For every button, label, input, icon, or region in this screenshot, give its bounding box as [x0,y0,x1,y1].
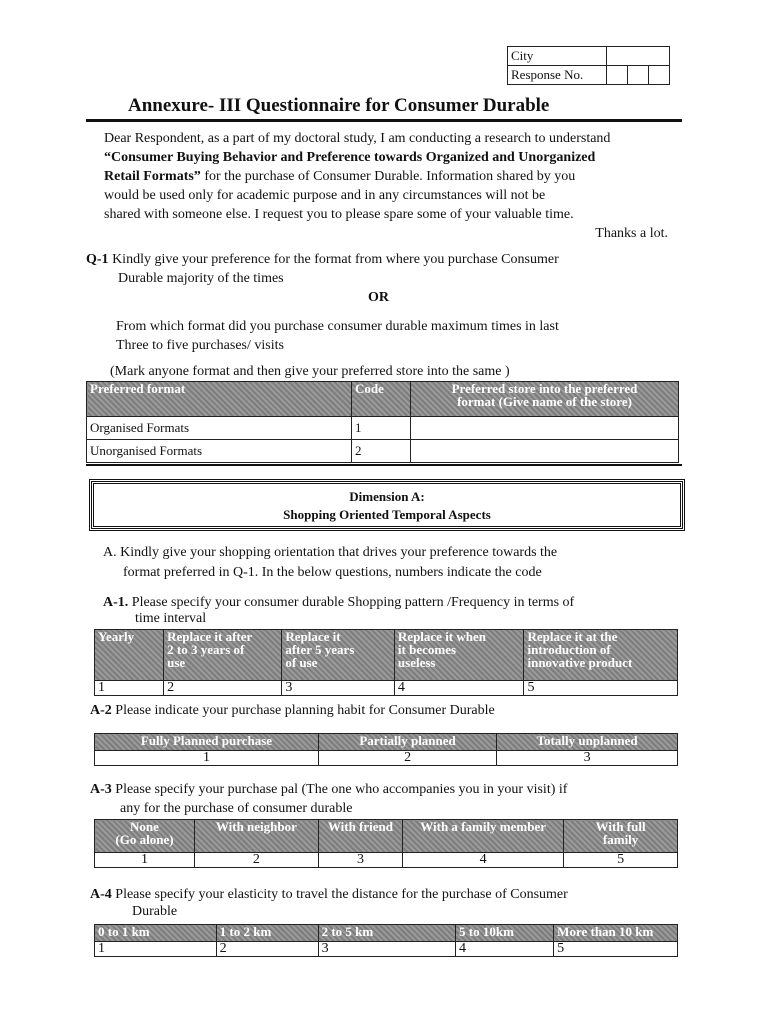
a1-header-line: Replace it [285,629,341,644]
response-label: Response No. [508,66,607,85]
q1-table [86,381,679,463]
a3-header-line: (Go alone) [115,832,174,847]
a2-header-line: Totally unplanned [536,733,638,748]
q1-header-line: Preferred store into the preferred [451,381,638,396]
intro-line: would be used only for academic purpose and in any circumstances will not be [104,188,546,203]
a3-line [90,780,680,799]
q1-line [86,250,686,269]
q1-header-line: format (Give name of the store) [457,394,632,409]
a1-header-line: introduction of [527,642,611,657]
table-row [95,853,678,868]
code-cell: 2 [352,440,411,463]
a-text: . Kindly give your shopping orientation that drives your preference towards the [113,545,558,560]
a3-code-cell[interactable]: 2 [194,853,318,868]
a3-header-line: With friend [327,819,393,834]
a1-line: time interval [135,611,207,626]
q1-header: Code [352,382,411,417]
a1-block [103,595,683,627]
a1-label: A-1. [103,595,129,610]
q1-header: Preferred format [87,382,352,417]
a3-header-line: With neighbor [215,819,297,834]
q1-block [86,250,686,381]
a4-header-cell [456,925,554,942]
a1-code-cell[interactable]: 3 [282,681,395,696]
q1-label: Q-1 [86,252,109,267]
a1-header-line: Replace it at the [527,629,618,644]
a-line: format preferred in Q-1. In the below questions, numbers indicate the code [123,565,542,580]
a1-header-line: after 5 years [285,642,355,657]
store-cell[interactable] [411,440,679,463]
q1-line: (Mark anyone format and then give your preferred store into the same ) [110,364,510,379]
a1-header-cell [164,630,282,681]
city-response-box [507,46,670,85]
a2-header-cell [318,734,496,751]
a4-header-cell [318,925,455,942]
table-row [87,440,679,463]
a4-code-cell[interactable]: 2 [216,942,318,957]
a4-header-cell [95,925,217,942]
a2-label: A-2 [90,703,112,718]
a1-header-line: 2 to 3 years of [167,642,245,657]
a-block [103,543,683,583]
table-row [95,681,678,696]
a2-line [90,701,495,720]
thanks-line: Thanks a lot. [595,226,668,241]
response-digit [628,66,649,85]
a4-header-line: 1 to 2 km [219,924,272,939]
dimension-subtitle: Shopping Oriented Temporal Aspects [283,507,491,522]
a-line [103,543,683,563]
table-row [87,417,679,440]
table-row [95,751,678,766]
a1-header-cell [282,630,395,681]
section-rule [86,464,682,466]
dimension-box [91,481,683,529]
a3-header-cell [564,820,678,853]
a1-header-line: Yearly [98,629,135,644]
a4-header-line: 5 to 10km [459,924,514,939]
q1-line: Three to five purchases/ visits [116,338,284,353]
a4-header-cell [216,925,318,942]
a4-label: A-4 [90,887,112,902]
page-title: Annexure- III Questionnaire for Consumer Durable [128,95,550,116]
a3-code-cell[interactable]: 5 [564,853,678,868]
a1-header-line: of use [285,655,318,670]
a2-header-line: Partially planned [359,733,456,748]
intro-line: shared with someone else. I request you to please spare some of your valuable time. [104,207,574,222]
q1-or: OR [368,290,389,305]
a1-header-cell [394,630,524,681]
intro-bold: Retail Formats” [104,169,201,184]
intro-line [104,167,672,186]
a3-header-cell [403,820,564,853]
a1-header-line: use [167,655,186,670]
store-cell[interactable] [411,417,679,440]
a3-header-line: None [130,819,159,834]
a1-header-cell [95,630,164,681]
q1-header [411,382,679,417]
a4-code-cell[interactable]: 5 [554,942,678,957]
a3-code-cell[interactable]: 3 [318,853,402,868]
dimension-title: Dimension A: [349,489,425,504]
a1-header-line: innovative product [527,655,633,670]
format-cell: Organised Formats [87,417,352,440]
q1-line: From which format did you purchase consumer durable maximum times in last [116,319,559,334]
a3-label: A-3 [90,782,112,797]
a1-header-line: it becomes [397,642,457,657]
intro-text: for the purchase of Consumer Durable. Information shared by you [200,169,576,184]
a1-line [103,595,683,611]
q1-line: Durable majority of the times [118,271,284,286]
a3-header-cell [194,820,318,853]
a3-table [94,819,678,868]
city-field [607,47,670,66]
a1-header-cell [524,630,678,681]
a3-header-line: With full [595,819,646,834]
format-cell: Unorganised Formats [87,440,352,463]
a4-code-cell[interactable]: 3 [318,942,455,957]
intro-line: Dear Respondent, as a part of my doctoral study, I am conducting a research to understand [104,131,611,146]
q1-text: Kindly give your preference for the format from where you purchase Consumer [108,252,559,267]
a1-header-line: useless [397,655,436,670]
a4-code-cell[interactable]: 1 [95,942,217,957]
a4-header-cell [554,925,678,942]
a3-header-cell [318,820,402,853]
a2-header-cell [497,734,678,751]
a1-code-cell[interactable]: 1 [95,681,164,696]
a4-header-line: 0 to 1 km [98,924,150,939]
a4-text: Please specify your elasticity to travel the distance for the purchase of Consumer [111,887,568,902]
a4-table [94,924,678,957]
a3-code-cell[interactable]: 4 [403,853,564,868]
a2-table [94,733,678,766]
a4-line: Durable [132,904,178,919]
a2-header-cell [95,734,319,751]
a3-header-cell [95,820,195,853]
a2-code-cell[interactable]: 3 [497,751,678,766]
a2-code-cell[interactable]: 2 [318,751,496,766]
a1-code-cell[interactable]: 2 [164,681,282,696]
a2-header-line: Fully Planned purchase [140,733,273,748]
a4-header-line: 2 to 5 km [321,924,374,939]
code-cell: 1 [352,417,411,440]
a1-code-cell[interactable]: 4 [394,681,524,696]
a1-header-line: Replace it after [167,629,253,644]
title-rule [86,119,682,122]
a1-table [94,629,678,696]
intro-paragraph [104,129,672,243]
a3-line: any for the purchase of consumer durable [120,801,353,816]
table-row [95,942,678,957]
response-digit [649,66,670,85]
intro-line: “Consumer Buying Behavior and Preference towards Organized and Unorganized [104,150,596,165]
response-digit [607,66,628,85]
a3-code-cell[interactable]: 1 [95,853,195,868]
a1-code-cell[interactable]: 5 [524,681,678,696]
a3-header-line: family [602,832,639,847]
city-label: City [508,47,607,66]
a4-block [90,886,680,920]
a-label: A [103,545,114,560]
a3-block [90,780,680,818]
a1-header-line: Replace it when [397,629,487,644]
a2-code-cell[interactable]: 1 [95,751,319,766]
a2-text: Please indicate your purchase planning habit for Consumer Durable [111,703,495,718]
a3-text: Please specify your purchase pal (The one who accompanies you in your visit) if [111,782,568,797]
a4-code-cell[interactable]: 4 [456,942,554,957]
a1-text: Please specify your consumer durable Shopping pattern /Frequency in terms of [128,595,575,610]
a4-line [90,886,680,903]
a4-header-line: More than 10 km [557,924,654,939]
a3-header-line: With a family member [420,819,547,834]
